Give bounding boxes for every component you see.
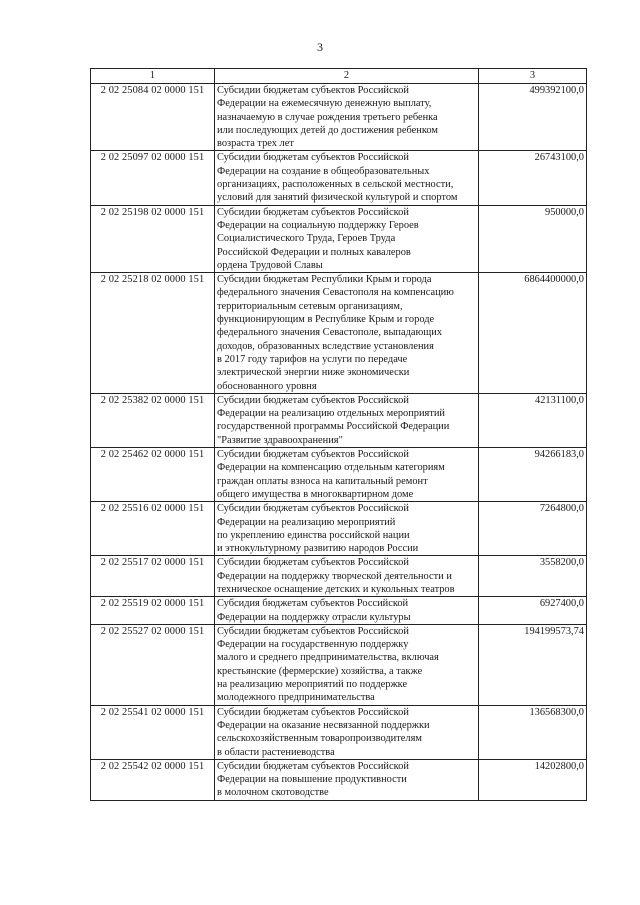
description-cell: Субсидии бюджетам субъектов Российской Федерации на социальную поддержку Героев Социалистического Труда, Героев Труда Российской Федерации и полных кавалеров ордена Трудовой Славы [215, 205, 479, 272]
table-row [91, 705, 587, 759]
amount-cell: 14202800,0 [479, 759, 587, 800]
budget-code-cell: 2 02 25462 02 0000 151 [91, 448, 215, 502]
table-row [91, 151, 587, 205]
budget-code-cell: 2 02 25382 02 0000 151 [91, 393, 215, 447]
amount-cell: 136568300,0 [479, 705, 587, 759]
description-cell: Субсидии бюджетам субъектов Российской Федерации на государственную поддержку малого и среднего предпринимательства, включая крестьянские (фермерские) хозяйства, а также на реализацию мероприятий по поддержке молодежного предпринимательства [215, 624, 479, 705]
budget-code-cell: 2 02 25527 02 0000 151 [91, 624, 215, 705]
budget-code-cell: 2 02 25516 02 0000 151 [91, 502, 215, 556]
amount-cell: 7264800,0 [479, 502, 587, 556]
description-cell: Субсидии бюджетам субъектов Российской Федерации на поддержку творческой деятельности и техническое оснащение детских и кукольных театров [215, 556, 479, 597]
amount-cell: 6927400,0 [479, 597, 587, 625]
description-cell: Субсидии бюджетам субъектов Российской Федерации на оказание несвязанной поддержки сельскохозяйственным товаропроизводителям в области растениеводства [215, 705, 479, 759]
amount-cell: 26743100,0 [479, 151, 587, 205]
budget-code-cell: 2 02 25084 02 0000 151 [91, 84, 215, 151]
description-cell: Субсидии бюджетам субъектов Российской Федерации на ежемесячную денежную выплату, назначаемую в случае рождения третьего ребенка или последующих детей до достижения ребенком возраста трех лет [215, 84, 479, 151]
description-cell: Субсидии бюджетам Республики Крым и города федерального значения Севастополя на компенсацию территориальным сетевым организациям, функционирующим в Республике Крым и городе федерального значения Севастополе, выпадающих доходов, образованных вследствие установления в 2017 году тарифов на услуги по передаче электрической энергии ниже экономически обоснованного уровня [215, 273, 479, 394]
table-row [91, 502, 587, 556]
table-row [91, 556, 587, 597]
column-header-amount: 3 [479, 69, 587, 84]
table-header-row [91, 69, 587, 84]
description-cell: Субсидии бюджетам субъектов Российской Федерации на создание в общеобразовательных организациях, расположенных в сельской местности, условий для занятий физической культурой и спортом [215, 151, 479, 205]
budget-code-cell: 2 02 25519 02 0000 151 [91, 597, 215, 625]
table-row [91, 205, 587, 272]
description-cell: Субсидии бюджетам субъектов Российской Федерации на реализацию мероприятий по укреплению единства российской нации и этнокультурному развитию народов России [215, 502, 479, 556]
budget-table [90, 68, 587, 801]
amount-cell: 94266183,0 [479, 448, 587, 502]
column-header-code: 1 [91, 69, 215, 84]
budget-code-cell: 2 02 25198 02 0000 151 [91, 205, 215, 272]
column-header-description: 2 [215, 69, 479, 84]
budget-code-cell: 2 02 25542 02 0000 151 [91, 759, 215, 800]
description-cell: Субсидии бюджетам субъектов Российской Федерации на компенсацию отдельным категориям граждан оплаты взноса на капитальный ремонт общего имущества в многоквартирном доме [215, 448, 479, 502]
description-cell: Субсидии бюджетам субъектов Российской Федерации на реализацию отдельных мероприятий государственной программы Российской Федерации "Развитие здравоохранения" [215, 393, 479, 447]
budget-code-cell: 2 02 25517 02 0000 151 [91, 556, 215, 597]
table-row [91, 597, 587, 625]
table-row [91, 393, 587, 447]
table-row [91, 448, 587, 502]
table-row [91, 273, 587, 394]
amount-cell: 194199573,74 [479, 624, 587, 705]
amount-cell: 950000,0 [479, 205, 587, 272]
budget-code-cell: 2 02 25097 02 0000 151 [91, 151, 215, 205]
amount-cell: 3558200,0 [479, 556, 587, 597]
table-row [91, 759, 587, 800]
amount-cell: 42131100,0 [479, 393, 587, 447]
amount-cell: 6864400000,0 [479, 273, 587, 394]
page-number: 3 [317, 40, 323, 54]
table-row [91, 624, 587, 705]
description-cell: Субсидия бюджетам субъектов Российской Федерации на поддержку отрасли культуры [215, 597, 479, 625]
table-row [91, 84, 587, 151]
budget-code-cell: 2 02 25218 02 0000 151 [91, 273, 215, 394]
budget-code-cell: 2 02 25541 02 0000 151 [91, 705, 215, 759]
description-cell: Субсидии бюджетам субъектов Российской Федерации на повышение продуктивности в молочном скотоводстве [215, 759, 479, 800]
amount-cell: 499392100,0 [479, 84, 587, 151]
